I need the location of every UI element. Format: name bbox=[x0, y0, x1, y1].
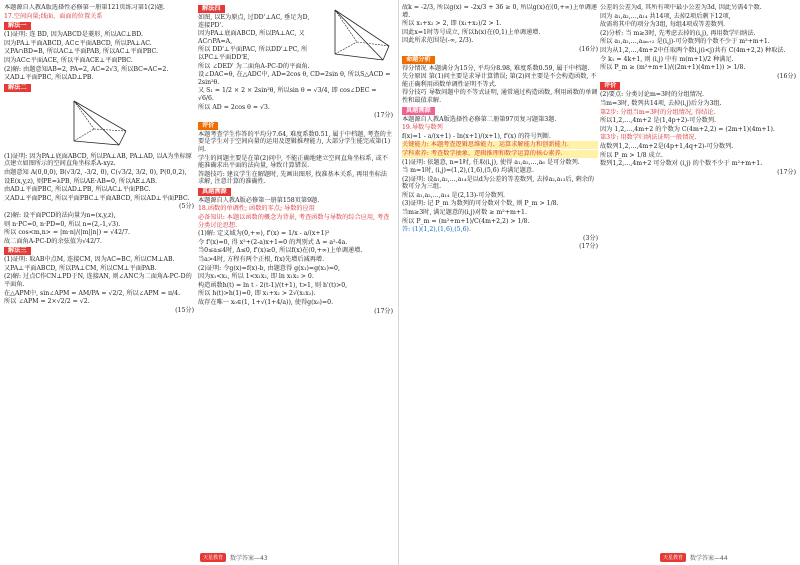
solution-line: 所以 ∠APM = 2×√2/2 = √2. bbox=[4, 298, 90, 306]
column-1 bbox=[4, 4, 194, 547]
solution-line: 故需将其中的项分为3组, 每组4项成等差数列. bbox=[600, 21, 726, 29]
solution-line: (2)解: 过点C作CN⊥PD于N, 连接AN, 则∠ANC为二面角A-PC-D的平面角. bbox=[4, 273, 192, 289]
solution-line: 令 f'(x)=0, 得 x²+(2-a)x+1=0 的判别式 Δ = a²-4a. bbox=[198, 238, 348, 246]
analysis-text: 得分情况 本题满分为15分, 平均分8.98, 难度系数0.59, 属于中档题. bbox=[402, 64, 590, 72]
source-text: 本题源自人教A版选择性必修第二册第97页复习题第3题. bbox=[402, 115, 557, 123]
solution-line: 故k = -2/3, 所以g(x) = -2x/3 + 36 ≥ 0, 所以g(x)在(0,+∞)上单调递增. bbox=[402, 4, 597, 19]
solution-line: 设∠DAC=θ, 在△ADC中, AD=2cos θ, CD=2sin θ, 所以S△ACD = 2sin²θ. bbox=[198, 71, 391, 86]
solution-line: 所以 x₁+x₂ > 2, 即 (x₁+x₂)/2 > 1. bbox=[402, 20, 502, 28]
footer-right bbox=[660, 551, 728, 563]
solution-line: 因为AC⊂平面ACE, 所以平面ACE⊥平面PBC. bbox=[4, 56, 133, 64]
source-tag: 真题溯源 bbox=[402, 107, 435, 115]
column-2 bbox=[198, 4, 393, 547]
score: (17分) bbox=[374, 112, 393, 120]
solution-line: 当0≤a≤4时, Δ≤0, f'(x)≥0, 所以f(x)在(0,+∞)上单调递增. bbox=[198, 247, 363, 255]
solution-line: 所以 a₁,a₂,…,a₄ₘ₊₂ 是(i,j)-可分数列的个数不少于 m²+m+1. bbox=[600, 38, 770, 46]
brand-badge: 天星教育 bbox=[660, 553, 686, 562]
solution-line: 又AD⊥平面PBC, 所以AD⊥PB. bbox=[4, 74, 94, 82]
solution-line: 因为PA⊥底面ABCD, 所以PA⊥AC, 又AC∩PA=A, bbox=[198, 30, 305, 45]
solution-line: 所以 AD = 2cos θ = √3. bbox=[198, 103, 270, 111]
analysis-tag: 命题分析 bbox=[402, 56, 435, 64]
solution-line: 当 m=1时, (i,j)=(1,2),(1,6),(5,6) 均满足题意. bbox=[402, 167, 534, 175]
solution-line: 由AD⊥平面PBC, 所以AD⊥PB, 所以AC⊥平面PBC. bbox=[4, 186, 151, 194]
solution-line: 构造函数h(t) = ln t - 2(t-1)/(t+1), t>1, 则 h'(t)>0, bbox=[198, 281, 348, 289]
page-number: 数学答案—43 bbox=[230, 554, 268, 562]
solution-line: 令 k₁ = 4k+1, 则 (i,j) 中有 m(m+1)/2 种满足. bbox=[600, 55, 734, 63]
solution-line: (1)解: 定义域为(0,+∞), f'(x) = 1/x - a/(x+1)² bbox=[198, 230, 330, 238]
solution-line: 故存在唯一 x₀∈(1, 1+√(1+4/a)), 使得g(x₀)=0. bbox=[198, 299, 334, 306]
question-17-title: 17.空间向量;线面、面面的位置关系 bbox=[4, 12, 103, 20]
solution-line: 所以 P_m = (m²+m+1)/C(4m+2,2) > 1/8. bbox=[402, 217, 530, 225]
solution-line: 则 n·PC=0, n·PD=0, 所以 n=(2,-1,√3). bbox=[4, 220, 121, 228]
solution-line: 公差的公差为d, 其所有项中最小公差为3d, 因此另需4个数. bbox=[600, 4, 762, 11]
footer-left bbox=[200, 551, 268, 563]
score: (5分) bbox=[179, 203, 194, 211]
score: (17分) bbox=[374, 307, 393, 315]
solution-line: 因为 1,2,…,4m+2 的个数为 C(4m+2,2) = (2m+1)(4m+1). bbox=[600, 125, 775, 133]
step-line: 第3步: 用数学归纳法证明一般情况. bbox=[600, 134, 697, 142]
answer-line: 答: (1)(1,2),(1,6),(5,6). bbox=[402, 226, 471, 234]
question-18-title: 18.函数的单调性; 函数的零点; 导数的应用 bbox=[198, 205, 315, 213]
analysis-text: 得分技巧 导数问题中的不等式证明, 通常通过构造函数, 利用函数的单调性和最值求解. bbox=[402, 89, 598, 104]
solution-line: 所以 DD'⊥平面PAC, 所以DD'⊥PC, 所以PC⊥平面DD'E, bbox=[198, 46, 308, 61]
evaluation-text: 本题考查学生作答的平均分7.64, 难度系数0.51, 属于中档题, 考查的主要是学生对于空间向量的运用及逻辑推理能力, 大部分学生能完成第(1)问. bbox=[198, 130, 393, 153]
solution-line: 设E(x,y,z), 则PE=λPB, 所以AE·AB=0, 所以AE⊥AB. bbox=[4, 177, 157, 185]
pyramid-figure bbox=[313, 6, 393, 66]
solution-line: 因为 a₁,a₂,…,a₁₄ 共14项, 去掉2项后剩下12项, bbox=[600, 12, 731, 20]
solution-line: 当a>4时, 方程有两个正根, f(x)先增后减再增. bbox=[198, 256, 325, 264]
literacy-note: 学科素养: 考查数学抽象、逻辑推理和数学运算的核心素养. bbox=[402, 150, 598, 158]
solution-line: 所以 h(t)>h(1)=0, 即 x₁+x₂ > 2√(x₁x₂). bbox=[198, 290, 316, 298]
solution-line: (2)证明: 令g(x)=f(x)-b, 由题意得 g(x₁)=g(x₂)=0, bbox=[198, 264, 340, 272]
score: (17分) bbox=[777, 168, 796, 176]
solution-line: 所以 P_m ≥ (m²+m+1)/((2m+1)(4m+1)) > 1/8. bbox=[600, 64, 746, 72]
solution-line: 又 S₁ = 1/2 × 2 × 2sin²θ, 所以sin θ = √3/4, 即 cos∠DEC = √6/6. bbox=[198, 87, 377, 102]
solution-line: 如图, 以E为原点, 过DD'⊥AC, 垂足为D, 连接PD'. bbox=[198, 14, 310, 29]
question-18-hint: 必备知识: 本题以函数的概念为背景, 考查函数与导数的综合应用, 考查分类讨论思想. bbox=[198, 214, 390, 229]
column-3 bbox=[402, 4, 598, 547]
solution-line: 又AD⊥平面PBC, 所以平面PBC⊥平面ABCD, 所以AD⊥平面PBC. bbox=[4, 194, 190, 202]
method-tag: 解法四 bbox=[198, 5, 225, 13]
solution-line: 因为PA⊥平面ABCD, AC⊂平面ABCD, 所以PA⊥AC. bbox=[4, 39, 152, 47]
solution-line: 又PA⊥平面ABCD, 所以PA⊥CM, 所以CM⊥平面PAB. bbox=[4, 264, 157, 272]
solution-line: 因此x=1时等号成立, 所以h(x)在(0,1)上单调递增. bbox=[402, 28, 541, 36]
evaluation-tag: 评价 bbox=[198, 122, 218, 130]
analysis-text: 失分原因 第(1)问主要是求导计算错误; 第(2)问主要是不会构造函数, 不能正确利用函数单调性证明不等式. bbox=[402, 73, 597, 88]
solution-line: 当m=3时, 数列共14项, 去掉(i,j)后分为3组. bbox=[600, 99, 722, 107]
solution-line: (3)证明: 记 P_m 为数列的可分数对个数, 则 P_m > 1/8. bbox=[402, 200, 559, 208]
evaluation-text: 答题技巧: 建议学生在解题时, 先画出图形, 找准基本关系, 再用坐标法求解, 注意计算的准确性. bbox=[198, 170, 388, 186]
solution-line: (2)要点: 分类讨论m=3时的分组情况. bbox=[600, 91, 705, 99]
solution-line: (1)证明: 因为PA⊥底面ABCD, 所以PA⊥AB, PA⊥AD, 以A为坐标原点建立如图所示的空间直角坐标系A-xyz. bbox=[4, 152, 192, 168]
solution-line: 当m≥3时, 满足题意的(i,j)对数 ≥ m²+m+1. bbox=[402, 209, 527, 217]
solution-line: 数列1,2,…,4m+2 可分数对 (i,j) 的个数不少于 m²+m+1. bbox=[600, 160, 763, 168]
solution-line: 故数列1,2,…,4m+2是(4p+1,4q+2)-可分数列. bbox=[600, 142, 734, 150]
score: (17分) bbox=[579, 243, 598, 251]
evaluation-tag: 评价 bbox=[600, 82, 620, 90]
evaluation-text: 学生的问题主要是在第(2)问中, 不能正确地建立空间直角坐标系, 或不能准确求出平面的法向量, 导致计算错误. bbox=[198, 154, 388, 170]
question-19-title: 19.导数与数列 bbox=[402, 124, 443, 132]
source-tag: 真题溯源 bbox=[198, 188, 231, 196]
solution-line: 由题意知 A(0,0,0), B(√3/2, -3/2, 0), C(√3/2, 3/2, 0), P(0,0,2), bbox=[4, 168, 187, 176]
key-ability-note: 关键能力: 本题考查逻辑思维能力、运算求解能力和创新能力. bbox=[402, 141, 598, 149]
solution-line: 又PA∩BD=B, 所以AC⊥平面PAB, 所以AC⊥平面PBC. bbox=[4, 48, 158, 56]
solution-line: 所以 P_m > 1/8 成立. bbox=[600, 151, 663, 159]
score: (16分) bbox=[579, 45, 598, 53]
score: (15分) bbox=[175, 306, 194, 314]
solution-line: (1)证明: 连 BD, 因为ABCD是菱形, 所以AC⊥BD. bbox=[4, 31, 143, 39]
source-note: 本题源自人教A版选择性必修第一册第121页练习第1(2)题. bbox=[4, 4, 165, 11]
solution-line: (2)解: 由题意知AB=2, PA=2, AC=2√3, 所以BC=AC=2. bbox=[4, 65, 169, 73]
solution-line: 因此所求范围是(-∞, 2/3). bbox=[402, 37, 474, 45]
solution-line: f(x)=1 - a/(x+1) - ln(x+1)/(x+1), f'(x) 的符号判断. bbox=[402, 132, 552, 140]
solution-line: 所以1,2,…,4m+2 是(1,4p+2)-可分数列. bbox=[600, 117, 716, 125]
score: (3分) bbox=[583, 234, 598, 242]
solution-line: 因为x₁<x₂, 所以 1<x₁x₂, 即 ln x₁x₂ > 0. bbox=[198, 273, 314, 281]
method-tag: 解法三 bbox=[4, 247, 31, 255]
solution-line: (1)证明: 依题意, n=1时, 任取(i,j), 使得 a₁,a₂,…,a₆ 是可分数列. bbox=[402, 158, 580, 166]
solution-line: 因为从1,2,…,4m+2中任取两个数i,j(i<j)共有 C(4m+2,2) 种取法. bbox=[600, 46, 786, 54]
solution-line: 所以 cos<m,n> = |m·n|/(|m||n|) = √42/7. bbox=[4, 229, 131, 237]
score: (16分) bbox=[777, 72, 796, 80]
solution-line: (2)分析: 当 m≥3时, 先考虑去掉的(i,j), 再用数学归纳法. bbox=[600, 29, 756, 37]
solution-line: 故二面角A-PC-D的余弦值为√42/7. bbox=[4, 237, 102, 245]
method-tag: 解法一 bbox=[4, 22, 31, 30]
brand-badge: 天星教育 bbox=[200, 553, 226, 562]
page-number: 数学答案—44 bbox=[690, 554, 728, 562]
source-text: 本题源自人教A版必修第一册第158页第9题. bbox=[198, 196, 320, 204]
page-divider bbox=[398, 0, 399, 565]
column-4 bbox=[600, 4, 796, 547]
solution-line: (1)证明: 取AB中点M, 连接CM, 因为AC=BC, 所以CM⊥AB. bbox=[4, 256, 175, 264]
geometry-figure bbox=[64, 95, 134, 151]
step-line: 第2步: 分组当m=3时的分组情况, 得结论. bbox=[600, 108, 716, 116]
solution-line: (2)解: 设平面PCD的法向量为n=(x,y,z), bbox=[4, 211, 116, 219]
solution-line: 所以 ∠DED' 为二面角A-PC-D的平面角. bbox=[198, 62, 310, 70]
solution-line: (2)证明: 设a₁,a₂,…,a₁₄是以d为公差的等差数列, 去掉a₂,a₁₃后, 剩余的数可分为三组. bbox=[402, 175, 595, 191]
solution-line: 在△APM中, sin∠APM = AM/PA = √2/2, 所以∠APM = π/4. bbox=[4, 289, 181, 297]
solution-line: 所以 a₁,a₂,…,a₁₄ 是(2,13)-可分数列. bbox=[402, 191, 505, 199]
method-tag: 解法二 bbox=[4, 84, 31, 92]
